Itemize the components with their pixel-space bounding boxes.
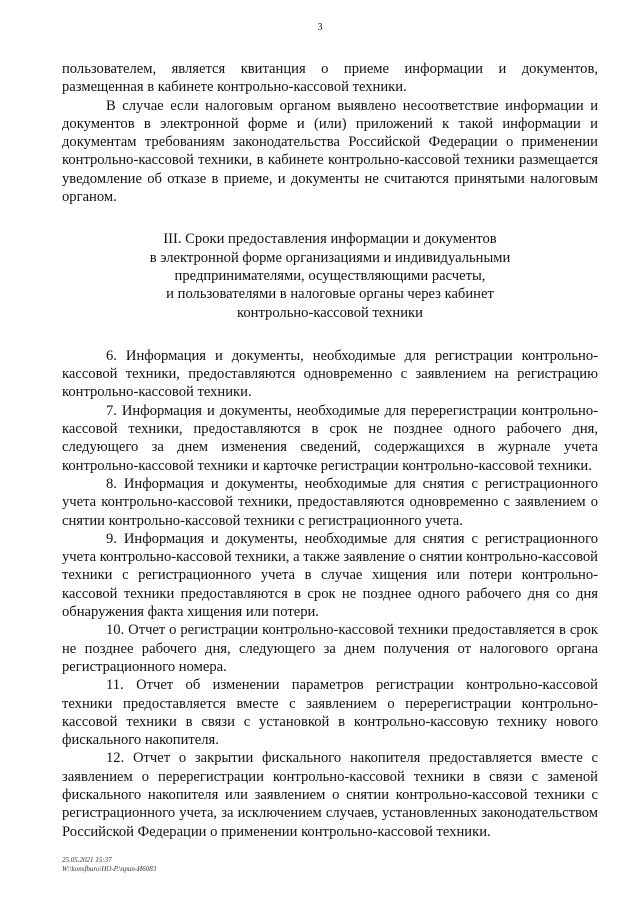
footer-stamp — [62, 856, 156, 873]
section-heading-line: предпринимателями, осуществляющими расчеты, — [174, 267, 486, 284]
paragraph-item-8: 8. Информация и документы, необходимые для снятия с регистрационного учета контрольно-кассовой техники, предоставляются одновременно с заявлением о снятии контрольно-кассовой техники с регистрационного учета. — [62, 475, 598, 529]
section-heading-line: в электронной форме организациями и индивидуальными — [149, 249, 511, 266]
page-number: 3 — [317, 22, 323, 33]
paragraph-item-9: 9. Информация и документы, необходимые для снятия с регистрационного учета контрольно-кассовой техники, а также заявление о снятии контрольно-кассовой техники с регистрационного учета в случае хищения или потери контрольно-кассовой техники предоставляются в срок не позднее одного рабочего дня со дня обнаружения факта хищения или потери. — [62, 530, 598, 621]
paragraph-item-10: 10. Отчет о регистрации контрольно-кассовой техники предоставляется в срок не позднее рабочего дня, следующего за днем получения от налогового органа регистрационного номера. — [62, 622, 598, 675]
section-heading-line: контрольно-кассовой техники — [237, 304, 423, 321]
paragraph-item-11: 11. Отчет об изменении параметров регистрации контрольно-кассовой техники предоставляется вместе с заявлением о перерегистрации контрольно-кассовой техники в связи с установкой в контрольно-кассовую технику нового фискального накопителя. — [62, 677, 598, 749]
section-heading-line: и пользователями в налоговые органы через кабинет — [166, 286, 494, 303]
footer-file: W:\konsfburo\HO-P.\npun-И6083 — [62, 864, 157, 873]
paragraph-continuation: пользователем, является квитанция о приеме информации и документов, размещенная в кабинете контрольно-кассовой техники. — [62, 61, 598, 96]
paragraph-item-7: 7. Информация и документы, необходимые для перерегистрации контрольно-кассовой техники, предоставляются в срок не позднее одного рабочего дня, следующего за днем изменения сведений, содержащихся в журнале учета контрольно-кассовой техники и карточке регистрации контрольно-кассовой техники. — [62, 402, 598, 474]
document-body — [62, 60, 598, 841]
paragraph-item-12: 12. Отчет о закрытии фискального накопителя предоставляется вместе с заявлением о перерегистрации контрольно-кассовой техники в связи с заменой фискального накопителя или заявлением о снятии контрольно-кассовой техники с регистрационного учета, за исключением случаев, установленных законодательством Российской Федерации о применении контрольно-кассовой техники. — [62, 750, 598, 840]
section-heading-line: III. Сроки предоставления информации и документов — [163, 231, 497, 248]
paragraph-item-6: 6. Информация и документы, необходимые для регистрации контрольно-кассовой техники, предоставляются одновременно с заявлением на регистрацию контрольно-кассовой техники. — [62, 347, 598, 401]
footer-date: 25.05.2021 15:37 — [62, 856, 112, 864]
section-heading — [62, 230, 598, 321]
paragraph-mismatch-notice: В случае если налоговым органом выявлено несоответствие информации и документов в электронной форме и (или) приложений к такой информации и документам требованиям законодательства Российской Федерации о применении контрольно-кассовой техники, в кабинете контрольно-кассовой техники размещается уведомление об отказе в приеме, и документы не считаются принятыми налоговым органом. — [62, 97, 598, 206]
